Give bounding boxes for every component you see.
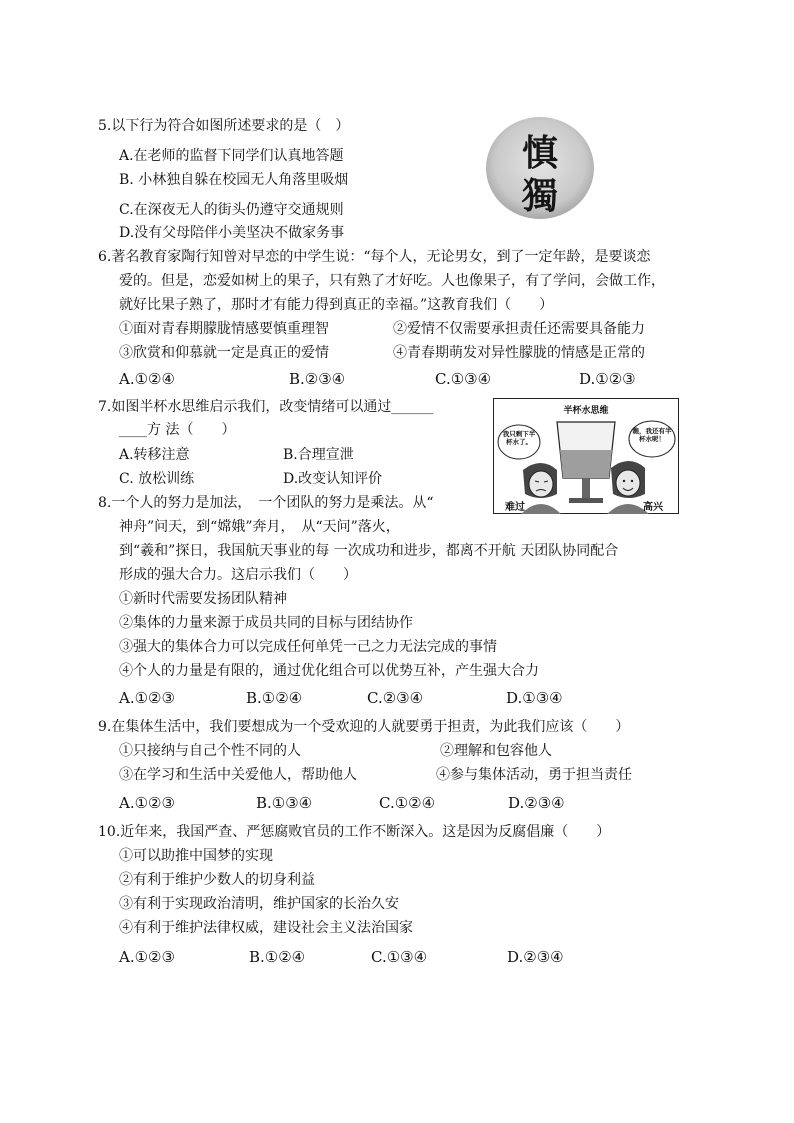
q6-option-d[interactable]: D.①②③ (579, 370, 636, 388)
q7-option-b[interactable]: B.合理宣泄 (283, 447, 354, 463)
q7-option-c[interactable]: C. 放松训练 (119, 471, 195, 487)
q6-option-b[interactable]: B.②③④ (289, 370, 346, 388)
q5-option-a[interactable]: A.在老师的监督下同学们认真地答题 (119, 148, 344, 164)
q6-stem-line-3: 就好比果子熟了，那时才有能力得到真正的幸福。”这教育我们（ ） (119, 297, 554, 313)
q9-option-b[interactable]: B.①③④ (256, 794, 313, 812)
q10-option-c[interactable]: C.①③④ (371, 948, 428, 966)
q8-option-c[interactable]: C.②③④ (367, 689, 424, 707)
q10-stem: 10.近年来，我国严查、严惩腐败官员的工作不断深入。这是因为反腐倡廉（ ） (98, 824, 611, 840)
q9-option-d[interactable]: D.②③④ (508, 794, 565, 812)
right-caption: 高兴 (643, 502, 663, 513)
q9-stem: 9.在集体生活中，我们要想成为一个受欢迎的人就要勇于担责，为此我们应该（ ） (98, 719, 630, 735)
q6-statement-2: ②爱情不仅需要承担责任还需要具备能力 (393, 321, 645, 337)
q9-statement-1: ①只接纳与自己个性不同的人 (119, 743, 301, 759)
q6-stem-line-1: 6.著名教育家陶行知曾对早恋的中学生说：“每个人，无论男女，到了一定年龄，是要谈恋 (98, 249, 651, 265)
q6-option-c[interactable]: C.①③④ (435, 370, 492, 388)
q10-option-d[interactable]: D.②③④ (507, 948, 564, 966)
left-bubble-text: 我只剩下半杯水了。 (502, 430, 536, 446)
q6-statement-1: ①面对青春期朦胧情感要慎重理智 (119, 321, 329, 337)
q9-statement-2: ②理解和包容他人 (440, 743, 552, 759)
left-caption: 难过 (505, 502, 525, 513)
q7-option-d[interactable]: D.改变认知评价 (283, 471, 383, 487)
q10-statement-4: ④有利于维护法律权威，建设社会主义法治国家 (119, 920, 413, 936)
q10-statement-3: ③有利于实现政治清明，维护国家的长治久安 (119, 896, 399, 912)
q5-option-b[interactable]: B. 小林独自躲在校园无人角落里吸烟 (119, 172, 349, 188)
q5-stem: 5.以下行为符合如图所述要求的是（ ） (98, 118, 350, 134)
seal-char-1: 慎 (521, 132, 559, 174)
q6-stem-line-2: 爱的。但是，恋爱如树上的果子，只有熟了才好吃。人也像果子，有了学问，会做工作， (119, 273, 665, 289)
q9-option-c[interactable]: C.①②④ (379, 794, 436, 812)
half-glass-cartoon (493, 398, 679, 514)
q6-statement-4: ④青春期萌发对异性朦胧的情感是正常的 (393, 345, 645, 361)
q8-stem-line-1: 8.一个人的努力是加法， 一个团队的努力是乘法。从“ (98, 495, 434, 511)
q10-statement-1: ①可以助推中国梦的实现 (119, 848, 273, 864)
q6-statement-3: ③欣赏和仰慕就一定是真正的爱情 (119, 345, 329, 361)
q8-option-b[interactable]: B.①②④ (246, 689, 303, 707)
seal-char-2: 獨 (521, 175, 559, 217)
cartoon-title: 半杯水思维 (563, 406, 609, 416)
q8-statement-2: ②集体的力量来源于成员共同的目标与团结协作 (119, 615, 413, 631)
q7-stem-line-1: 7.如图半杯水思维启示我们，改变情绪可以通过______ (98, 399, 434, 415)
shendu-seal-image (484, 116, 596, 220)
q8-stem-line-2: 神舟”问天，到“嫦娥”奔月， 从“天问”落火， (119, 519, 400, 535)
q5-option-d[interactable]: D.没有父母陪伴小美坚决不做家务事 (119, 225, 345, 241)
q8-stem-line-3: 到“羲和”探日，我国航天事业的每 一次成功和进步，都离不开航 天团队协同配合 (119, 543, 619, 559)
q8-statement-4: ④个人的力量是有限的，通过优化组合可以优势互补，产生强大合力 (119, 663, 539, 679)
q8-option-d[interactable]: D.①③④ (506, 689, 563, 707)
q6-option-a[interactable]: A.①②④ (119, 370, 175, 388)
q8-option-a[interactable]: A.①②③ (119, 689, 175, 707)
q7-option-a[interactable]: A.转移注意 (119, 447, 190, 463)
q9-statement-3: ③在学习和生活中关爱他人，帮助他人 (119, 767, 357, 783)
q10-option-a[interactable]: A.①②③ (119, 948, 175, 966)
q8-statement-1: ①新时代需要发扬团队精神 (119, 591, 287, 607)
q8-statement-3: ③强大的集体合力可以完成任何单凭一己之力无法完成的事情 (119, 639, 497, 655)
right-bubble-text: 瞧，我还有半杯水呢！ (632, 427, 672, 443)
q10-statement-2: ②有利于维护少数人的切身利益 (119, 872, 315, 888)
q7-stem-line-2: ____方 法（ ） (119, 422, 236, 438)
q9-statement-4: ④参与集体活动，勇于担当责任 (436, 767, 632, 783)
q5-option-c[interactable]: C.在深夜无人的街头仍遵守交通规则 (119, 202, 344, 218)
q9-option-a[interactable]: A.①②③ (119, 794, 175, 812)
q8-stem-line-4: 形成的强大合力。这启示我们（ ） (119, 567, 357, 583)
q10-option-b[interactable]: B.①②④ (249, 948, 306, 966)
